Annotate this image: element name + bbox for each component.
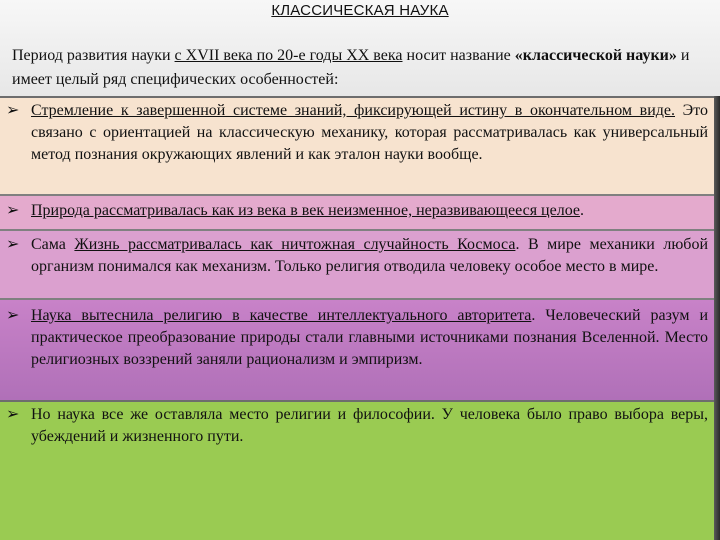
arrow-bullet-icon: ➢ (6, 307, 20, 324)
item-text: . (580, 202, 584, 219)
item-highlight: Стремление к завершенной системе знаний, фиксирующей истину в окончательном виде. (31, 102, 676, 119)
intro-text: и имеет целый ряд специфических особенностей: (12, 47, 690, 88)
item-highlight: Природа рассматривалась как из века в век неизменное, неразвивающееся целое (31, 202, 580, 219)
arrow-bullet-icon: ➢ (6, 406, 20, 423)
intro-period: с XVII века по 20-е годы XX века (174, 47, 403, 64)
intro-text: носит название (402, 47, 515, 64)
intro-text: Период развития науки (12, 47, 175, 64)
arrow-bullet-icon: ➢ (6, 236, 20, 253)
item-text: Это связано с ориентацией на классическую механику, которая рассматривалась как универсальный метод познания окружающих явлений и как эталон науки вообще. (31, 102, 709, 163)
arrow-bullet-icon: ➢ (6, 202, 20, 219)
item-text: . Человеческий разум и практическое преобразование природы стали главными источниками познания Вселенной. Место религиозных воззрений заняли рационализм и эмпиризм. (31, 307, 709, 368)
right-edge-shadow (714, 96, 720, 540)
item-highlight: Наука вытеснила религию в качестве интеллектуального авторитета (31, 307, 532, 324)
item-text: Сама (31, 236, 75, 253)
arrow-bullet-icon: ➢ (6, 102, 20, 119)
page-title: КЛАССИЧЕСКАЯ НАУКА (271, 2, 449, 19)
item-text: Но наука все же оставляла место религии и философии. У человека было право выбора веры, убеждений и жизненного пути. (31, 406, 708, 445)
item-highlight: Жизнь рассматривалась как ничтожная случайность Космоса (74, 236, 516, 253)
item-text: . В мире механики любой организм понимался как механизм. Только религия отводила человеку особое место в мире. (31, 236, 709, 275)
intro-term: «классической науки» (514, 47, 677, 64)
intro-paragraph (12, 44, 712, 92)
